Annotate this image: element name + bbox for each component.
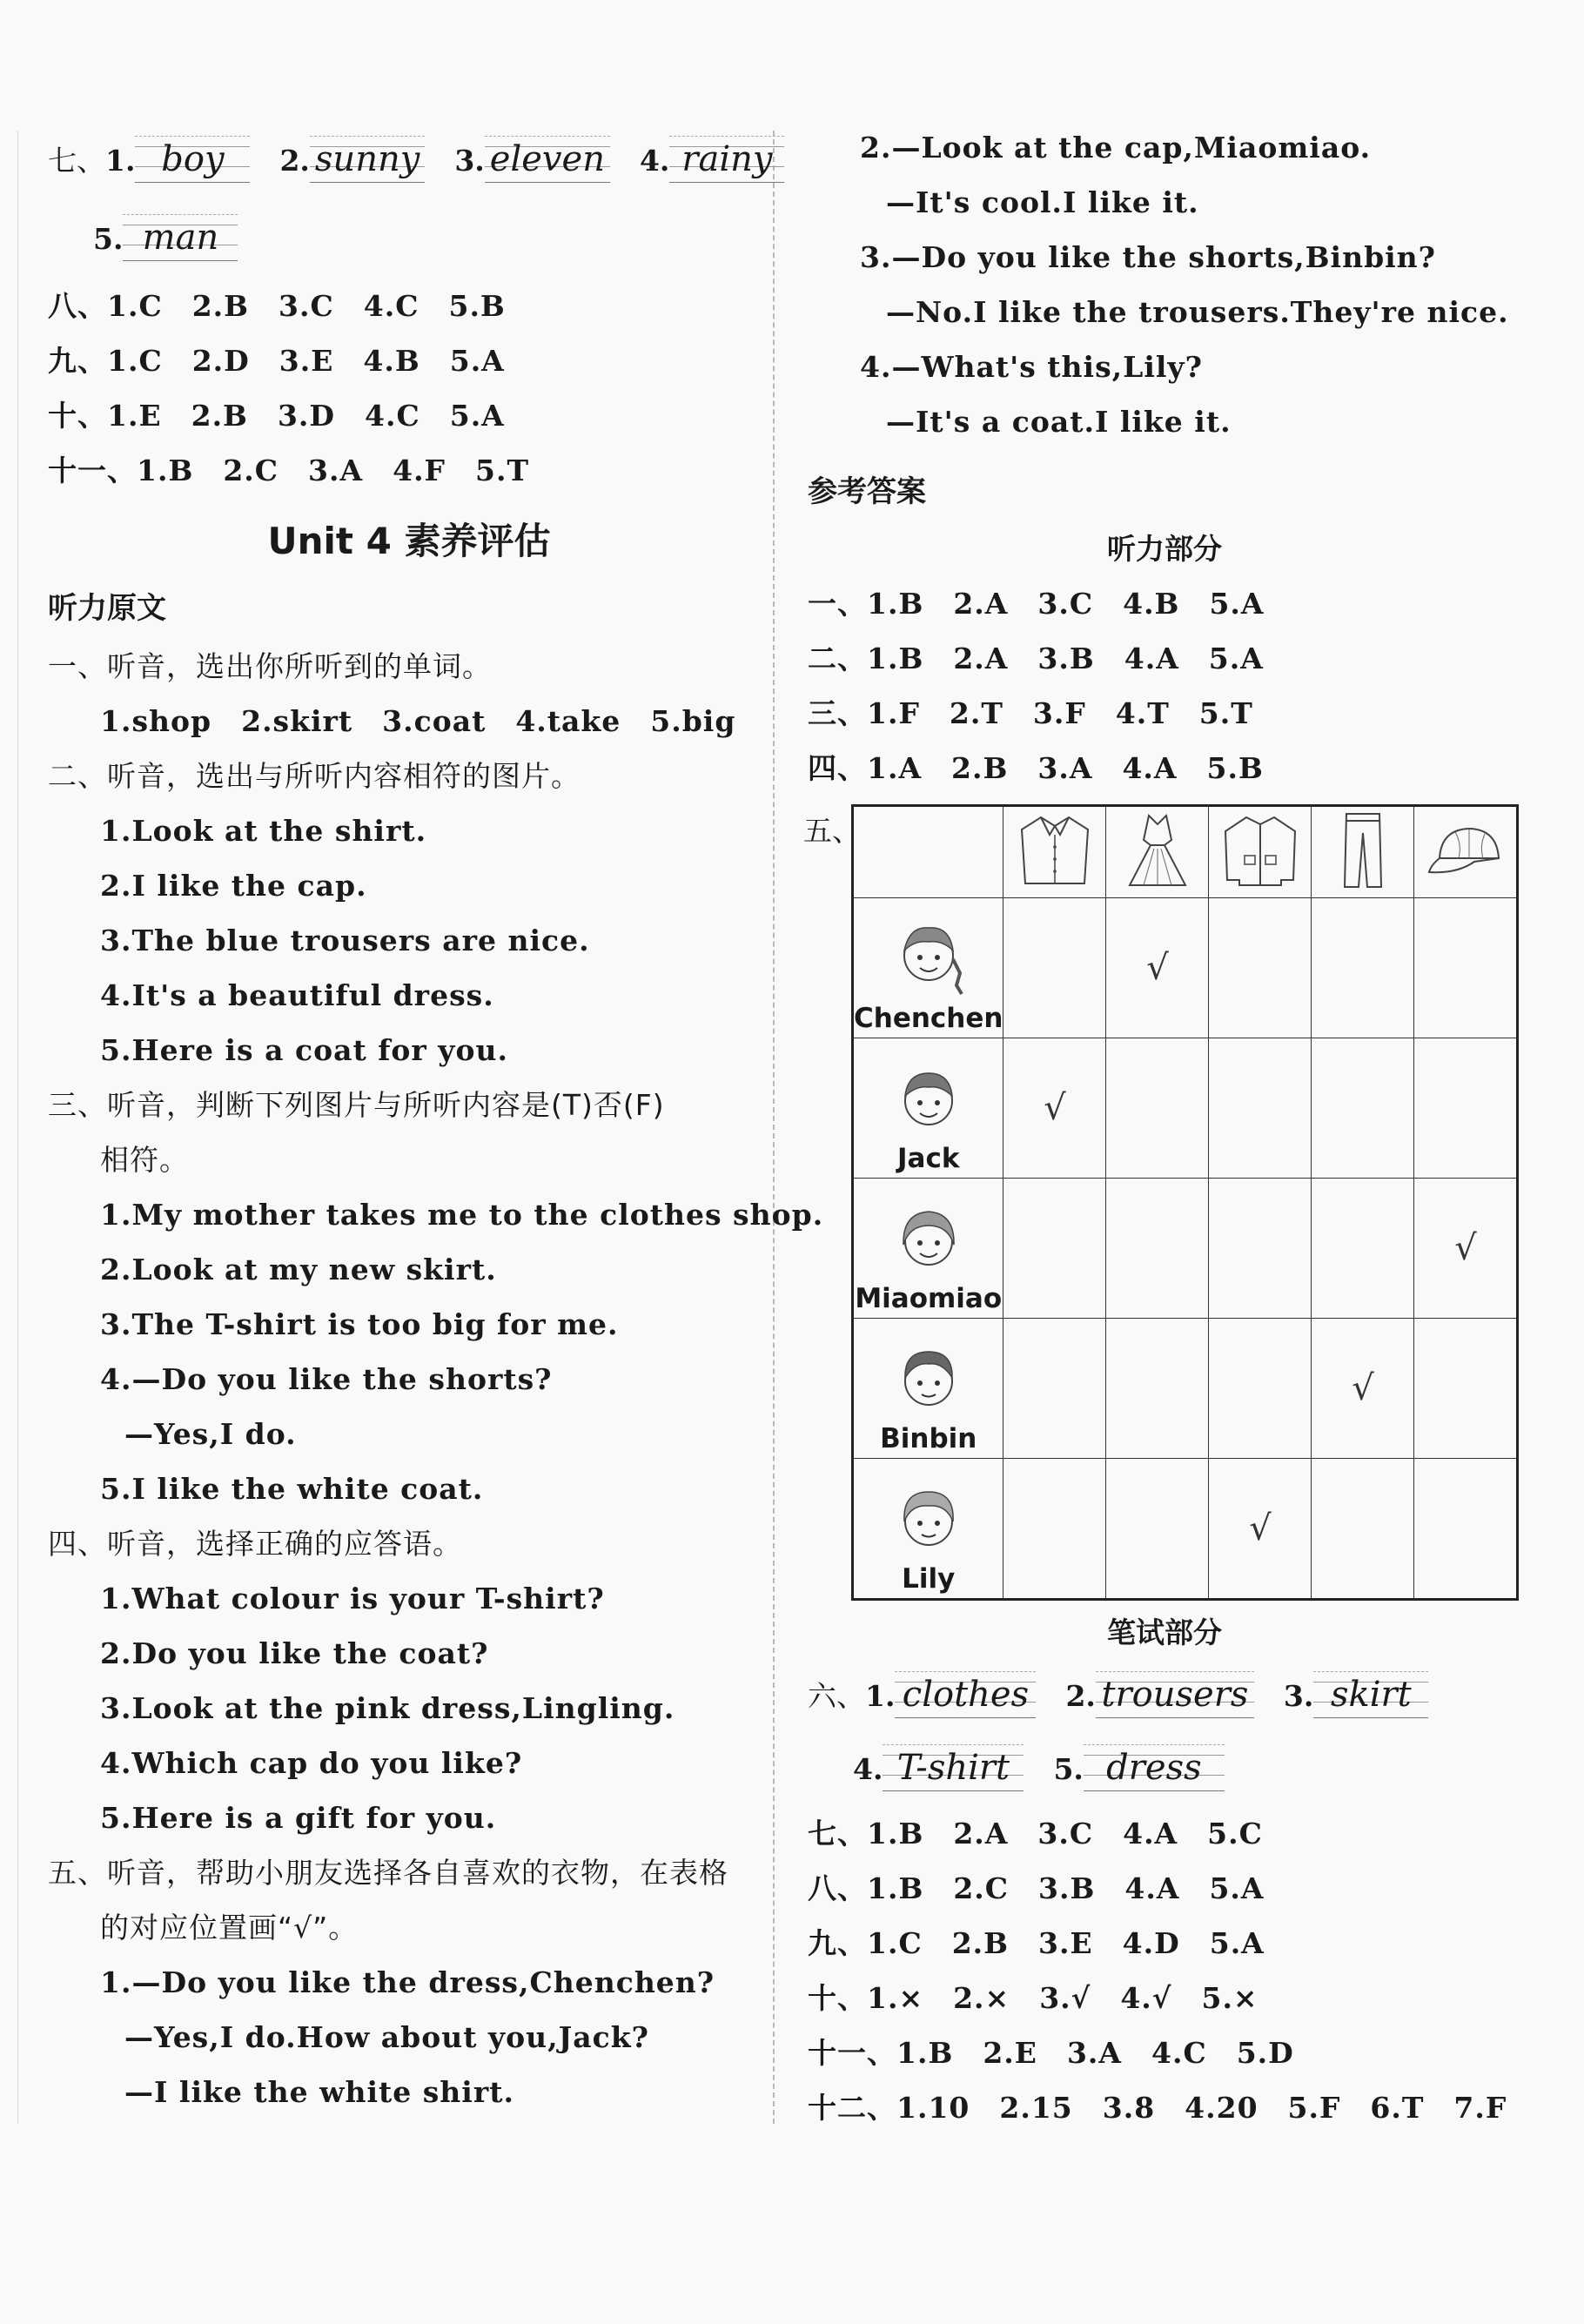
- choice-cell: [1106, 1319, 1209, 1459]
- answer-line: 八、1.B 2.C 3.B 4.A 5.A: [808, 1871, 1265, 1905]
- check-mark: √: [1146, 948, 1169, 988]
- page-edge-line: [17, 131, 18, 2124]
- table-row-chenchen: [853, 898, 1518, 1038]
- dress-icon-cell: [1106, 806, 1209, 898]
- choice-cell: [1414, 1319, 1518, 1459]
- check-mark: √: [1352, 1368, 1374, 1408]
- q6-item-3: 3. skirt: [1284, 1660, 1428, 1733]
- shirt-icon-cell: [1003, 806, 1106, 898]
- answer-line: 十、1.E 2.B 3.D 4.C 5.A: [48, 399, 505, 433]
- choice-cell: [1209, 1038, 1312, 1179]
- handwritten-answer: skirt: [1313, 1671, 1428, 1718]
- table-row-binbin: [853, 1319, 1518, 1459]
- transcript-reply: —Yes,I do.How about you,Jack?: [124, 2020, 649, 2054]
- choice-cell: [1003, 1459, 1106, 1600]
- coat-icon-cell: [1209, 806, 1312, 898]
- answer-line: 七、1.B 2.A 3.C 4.A 5.C: [808, 1817, 1263, 1850]
- table-row-miaomiao: [853, 1179, 1518, 1319]
- answer-line: 十一、1.B 2.E 3.A 4.C 5.D: [808, 2036, 1294, 2070]
- boy-face-icon: [889, 1059, 969, 1139]
- check-mark: √: [1249, 1508, 1272, 1548]
- handwritten-answer: rainy: [669, 136, 784, 183]
- choice-cell: [1209, 1319, 1312, 1459]
- handwritten-answer: man: [123, 214, 238, 261]
- q6-item-1: 1. clothes: [865, 1660, 1036, 1733]
- q7-row-2: [48, 200, 770, 279]
- girl-face-icon: [889, 1199, 969, 1280]
- table-header-row: [853, 806, 1518, 898]
- choice-cell: [1209, 1179, 1312, 1319]
- choice-cell: [1106, 1459, 1209, 1600]
- choice-cell: [1414, 898, 1518, 1038]
- choice-cell: [1209, 1459, 1312, 1600]
- section-5-heading: 五、听音，帮助小朋友选择各自喜欢的衣物，在表格: [48, 1856, 728, 1890]
- transcript-heading: 听力原文: [48, 591, 166, 626]
- transcript-line: 4.—What's this,Lily?: [860, 350, 1203, 384]
- choice-cell: [1414, 1179, 1518, 1319]
- transcript-line: 1.My mother takes me to the clothes shop.: [100, 1198, 824, 1232]
- transcript-line: 2.Look at my new skirt.: [100, 1253, 497, 1286]
- transcript-line: 1.Look at the shirt.: [100, 814, 427, 848]
- answer-line: 八、1.C 2.B 3.C 4.C 5.B: [48, 289, 506, 323]
- choice-cell: [1106, 898, 1209, 1038]
- answer-line: 二、1.B 2.A 3.B 4.A 5.A: [808, 641, 1264, 675]
- dress-icon: [1118, 810, 1198, 890]
- handwritten-answer: boy: [135, 136, 250, 183]
- choice-cell: [1312, 1038, 1414, 1179]
- written-part-heading: 笔试部分: [1107, 1615, 1222, 1649]
- section-3-heading-cont: 相符。: [100, 1143, 189, 1177]
- choice-cell: [1312, 1459, 1414, 1600]
- transcript-line: 5.I like the white coat.: [100, 1472, 484, 1506]
- shirt-icon: [1015, 812, 1095, 889]
- q7-row-1: [48, 122, 773, 200]
- name-cell: [853, 1038, 1003, 1179]
- choice-cell: [1209, 898, 1312, 1038]
- coat-icon: [1218, 812, 1302, 889]
- handwritten-answer: eleven: [485, 136, 610, 183]
- reference-answers-heading: 参考答案: [808, 474, 926, 509]
- transcript-reply: —It's cool.I like it.: [886, 185, 1199, 219]
- section-4-heading: 四、听音，选择正确的应答语。: [48, 1527, 462, 1561]
- choice-cell: [1312, 898, 1414, 1038]
- listening-part-heading: 听力部分: [1107, 532, 1222, 566]
- choice-cell: [1312, 1179, 1414, 1319]
- q6-item-5: 5. dress: [1053, 1733, 1224, 1806]
- clothes-choice-table: [803, 804, 1519, 1601]
- table-corner-cell: [803, 806, 1003, 898]
- transcript-line: 3.—Do you like the shorts,Binbin?: [860, 240, 1437, 274]
- answer-line: 九、1.C 2.B 3.E 4.D 5.A: [808, 1926, 1265, 1960]
- transcript-reply: —Yes,I do.: [124, 1417, 297, 1451]
- child-name: Miaomiao: [855, 1283, 1003, 1314]
- transcript-line: 1.What colour is your T-shirt?: [100, 1582, 605, 1615]
- section-1-heading: 一、听音，选出你所听到的单词。: [48, 649, 492, 683]
- q6-row-2: [808, 1733, 1521, 1806]
- clothes-table-wrap: [803, 804, 1521, 1601]
- choice-cell: [1106, 1179, 1209, 1319]
- section-5-heading-cont: 的对应位置画“√”。: [100, 1911, 359, 1945]
- choice-cell: [1414, 1038, 1518, 1179]
- choice-cell: [1312, 1319, 1414, 1459]
- section-3-heading: 三、听音，判断下列图片与所听内容是(T)否(F): [48, 1088, 665, 1122]
- check-mark: √: [1044, 1088, 1066, 1128]
- choice-cell: [1003, 1038, 1106, 1179]
- transcript-line: 2.—Look at the cap,Miaomiao.: [860, 131, 1372, 165]
- child-name: Chenchen: [854, 1003, 1003, 1034]
- handwritten-answer: T-shirt: [883, 1744, 1024, 1791]
- q7-item-5: 5. man: [93, 200, 238, 279]
- transcript-line: 2.Do you like the coat?: [100, 1636, 489, 1670]
- section-2-heading: 二、听音，选出与所听内容相符的图片。: [48, 759, 581, 793]
- right-column: [803, 120, 1521, 2135]
- transcript-line: 3.Look at the pink dress,Lingling.: [100, 1691, 675, 1725]
- transcript-line: 3.The blue trousers are nice.: [100, 924, 590, 957]
- transcript-line: 5.Here is a gift for you.: [100, 1801, 497, 1835]
- q7-item-3: 3. eleven: [454, 122, 610, 200]
- q7-label: 七、: [48, 144, 105, 178]
- transcript-line: 2.I like the cap.: [100, 869, 367, 903]
- answer-line: 一、1.B 2.A 3.C 4.B 5.A: [808, 587, 1265, 621]
- q7-item-4: 4. rainy: [640, 122, 784, 200]
- transcript-line: 4.Which cap do you like?: [100, 1746, 523, 1780]
- transcript-line: 4.—Do you like the shorts?: [100, 1362, 553, 1396]
- handwritten-answer: sunny: [310, 136, 425, 183]
- choice-cell: [1106, 1038, 1209, 1179]
- section-5-label: 五、: [803, 814, 861, 848]
- child-name: Jack: [897, 1143, 960, 1174]
- trousers-icon-cell: [1312, 806, 1414, 898]
- handwritten-answer: dress: [1084, 1744, 1225, 1791]
- answer-line: 十、1.× 2.× 3.√ 4.√ 5.×: [808, 1981, 1258, 2015]
- trousers-icon: [1332, 810, 1393, 890]
- name-cell: [853, 1319, 1003, 1459]
- q6-row-1: [808, 1660, 1521, 1733]
- q6-item-2: 2. trousers: [1065, 1660, 1253, 1733]
- choice-cell: [1003, 898, 1106, 1038]
- q7-item-2: 2. sunny: [279, 122, 425, 200]
- left-column: [48, 122, 824, 2119]
- child-name: Binbin: [880, 1423, 977, 1454]
- table-row-lily: [853, 1459, 1518, 1600]
- check-mark: √: [1454, 1228, 1477, 1268]
- transcript-line: 3.The T-shirt is too big for me.: [100, 1307, 619, 1341]
- girl-face-icon: [889, 1480, 969, 1560]
- answer-line: 四、1.A 2.B 3.A 4.A 5.B: [808, 751, 1264, 785]
- transcript-line: 1.—Do you like the dress,Chenchen?: [100, 1965, 715, 1999]
- answer-line: 十二、1.10 2.15 3.8 4.20 5.F 6.T 7.F: [808, 2091, 1507, 2125]
- cap-icon: [1422, 820, 1509, 881]
- q6-item-4: 4. T-shirt: [853, 1733, 1024, 1806]
- answer-line: 三、1.F 2.T 3.F 4.T 5.T: [808, 696, 1253, 730]
- answer-line: 十一、1.B 2.C 3.A 4.F 5.T: [48, 453, 529, 487]
- choice-cell: [1003, 1179, 1106, 1319]
- section-1-words: 1.shop 2.skirt 3.coat 4.take 5.big: [100, 704, 736, 738]
- transcript-reply: —It's a coat.I like it.: [886, 405, 1232, 439]
- table-row-jack: [853, 1038, 1518, 1179]
- handwritten-answer: trousers: [1096, 1671, 1254, 1718]
- cap-icon-cell: [1414, 806, 1518, 898]
- handwritten-answer: clothes: [895, 1671, 1036, 1718]
- choice-cell: [1003, 1319, 1106, 1459]
- girl-face-icon: [887, 916, 970, 999]
- transcript-line: 5.Here is a coat for you.: [100, 1033, 508, 1067]
- transcript-line: 4.It's a beautiful dress.: [100, 978, 494, 1012]
- unit-title: Unit 4 素养评估: [267, 520, 551, 562]
- name-cell: [853, 898, 1003, 1038]
- q7-item-1: 1. boy: [105, 122, 250, 200]
- choice-cell: [1414, 1459, 1518, 1600]
- answer-line: 九、1.C 2.D 3.E 4.B 5.A: [48, 344, 505, 378]
- name-cell: [853, 1459, 1003, 1600]
- boy-face-icon: [889, 1340, 969, 1420]
- child-name: Lily: [902, 1563, 956, 1595]
- name-cell: [853, 1179, 1003, 1319]
- transcript-reply: —No.I like the trousers.They're nice.: [886, 295, 1509, 329]
- q6-label: 六、: [808, 1679, 865, 1713]
- transcript-reply: —I like the white shirt.: [124, 2075, 514, 2109]
- column-divider: [773, 131, 775, 2124]
